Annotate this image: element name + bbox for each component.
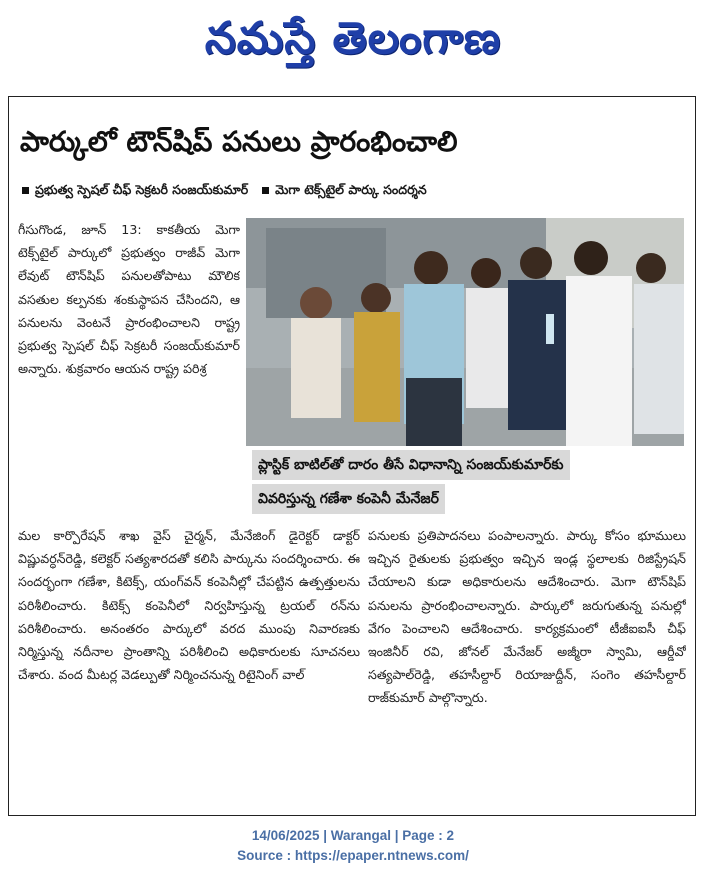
article-photo bbox=[246, 218, 684, 446]
bullet-icon bbox=[262, 187, 269, 194]
caption-line: వివరిస్తున్న గణేశా కంపెనీ మేనేజర్ bbox=[252, 484, 445, 514]
photo-illustration bbox=[246, 218, 684, 446]
subhead-item bbox=[262, 182, 427, 201]
edition-line: 14/06/2025 | Warangal | Page : 2 bbox=[251, 828, 455, 843]
caption-line: ప్లాస్టిక్ బాటిల్‌తో దారం తీసే విధానాన్ని సంజయ్‌కుమార్‌కు bbox=[252, 450, 570, 480]
bullet-icon bbox=[22, 187, 29, 194]
article-body-right: పనులకు ప్రతిపాదనలు పంపాలన్నారు. పార్కు కోసం భూములు ఇచ్చిన రైతులకు ప్రభుత్వం ఇచ్చిన ఇండ్ల స్థలాలకు రిజిస్ట్రేషన్ చేయాలని కుడా అధికారులను ఆదేశించారు. మెగా టౌన్‌షిప్ పనులను ప్రారంభించాలన్నారు. పార్కులో జరుగుతున్న పనుల్లో వేగం పెంచాలని ఆదేశించారు. కార్యక్రమంలో టీజీఐఐసీ చీఫ్ ఇంజినీర్ రవి, జోనల్ మేనేజర్ అజ్మీరా స్వామి, ఆర్డీవో సత్యపాల్‌రెడ్డి, తహసీల్దార్ రియాజుద్దీన్, సంగెం తహసీల్దార్ రాజ్‌కుమార్ పాల్గొన్నారు. bbox=[368, 528, 686, 706]
article-headline: పార్కులో టౌన్‌షిప్ పనులు ప్రారంభించాలి bbox=[20, 125, 458, 158]
subhead-text: మెగా టెక్స్‌టైల్ పార్కు సందర్శన bbox=[275, 181, 427, 197]
subhead-text: ప్రభుత్వ స్పెషల్ చీఫ్ సెక్రటరీ సంజయ్‌కుమార్ bbox=[35, 181, 249, 197]
article-subheads bbox=[22, 178, 692, 204]
source-line: Source : https://epaper.ntnews.com/ bbox=[237, 848, 469, 863]
subhead-item bbox=[22, 182, 248, 201]
article-body-left-top: గీసుగొండ, జూన్ 13: కాకతీయ మెగా టెక్స్‌టైల్ పార్కులో ప్రభుత్వం రాజీవ్ మెగా లేవుట్ టౌన్‌షిప్ పనులతోపాటు మౌలిక వసతుల కల్పనకు శంకుస్థాపన చేసిందని, ఆ పనులను వెంటనే ప్రారంభించాలని రాష్ట్ర ప్రభుత్వ స్పెషల్ చీఫ్ సెక్రటరీ సంజయ్‌కుమార్ అన్నారు. శుక్రవారం ఆయన రాష్ట్ర పరిశ్ర bbox=[18, 222, 240, 377]
article-body-left-bottom: మల కార్పొరేషన్ శాఖ వైస్ చైర్మన్, మేనేజింగ్ డైరెక్టర్ డాక్టర్ విష్ణువర్ధన్‌రెడ్డి, కలెక్టర్ సత్యశారదతో కలిసి పార్కును సందర్శించారు. ఈ సందర్భంగా గణేశా, కిటెక్స్, యంగ్‌వన్ కంపెనీల్లో చేపట్టిన ఉత్పత్తులను పరిశీలించారు. కిటెక్స్ కంపెనీలో నిర్వహిస్తున్న ట్రయల్ రన్‌ను పరిశీలించారు. అనంతరం పార్కులో వరద ముంపు నివారణకు నిర్మిస్తున్న నదీనాల ప్రాంతాన్ని పరిశీలించి అధికారులకు సూచనలు చేశారు. వంద మీటర్ల వెడల్పుతో నిర్మించనున్న రిటైనింగ్ వాల్ bbox=[18, 528, 360, 683]
page-footer bbox=[0, 826, 706, 866]
photo-caption bbox=[252, 450, 684, 518]
masthead-logo: నమస్తే తెలంగాణ bbox=[204, 13, 502, 64]
